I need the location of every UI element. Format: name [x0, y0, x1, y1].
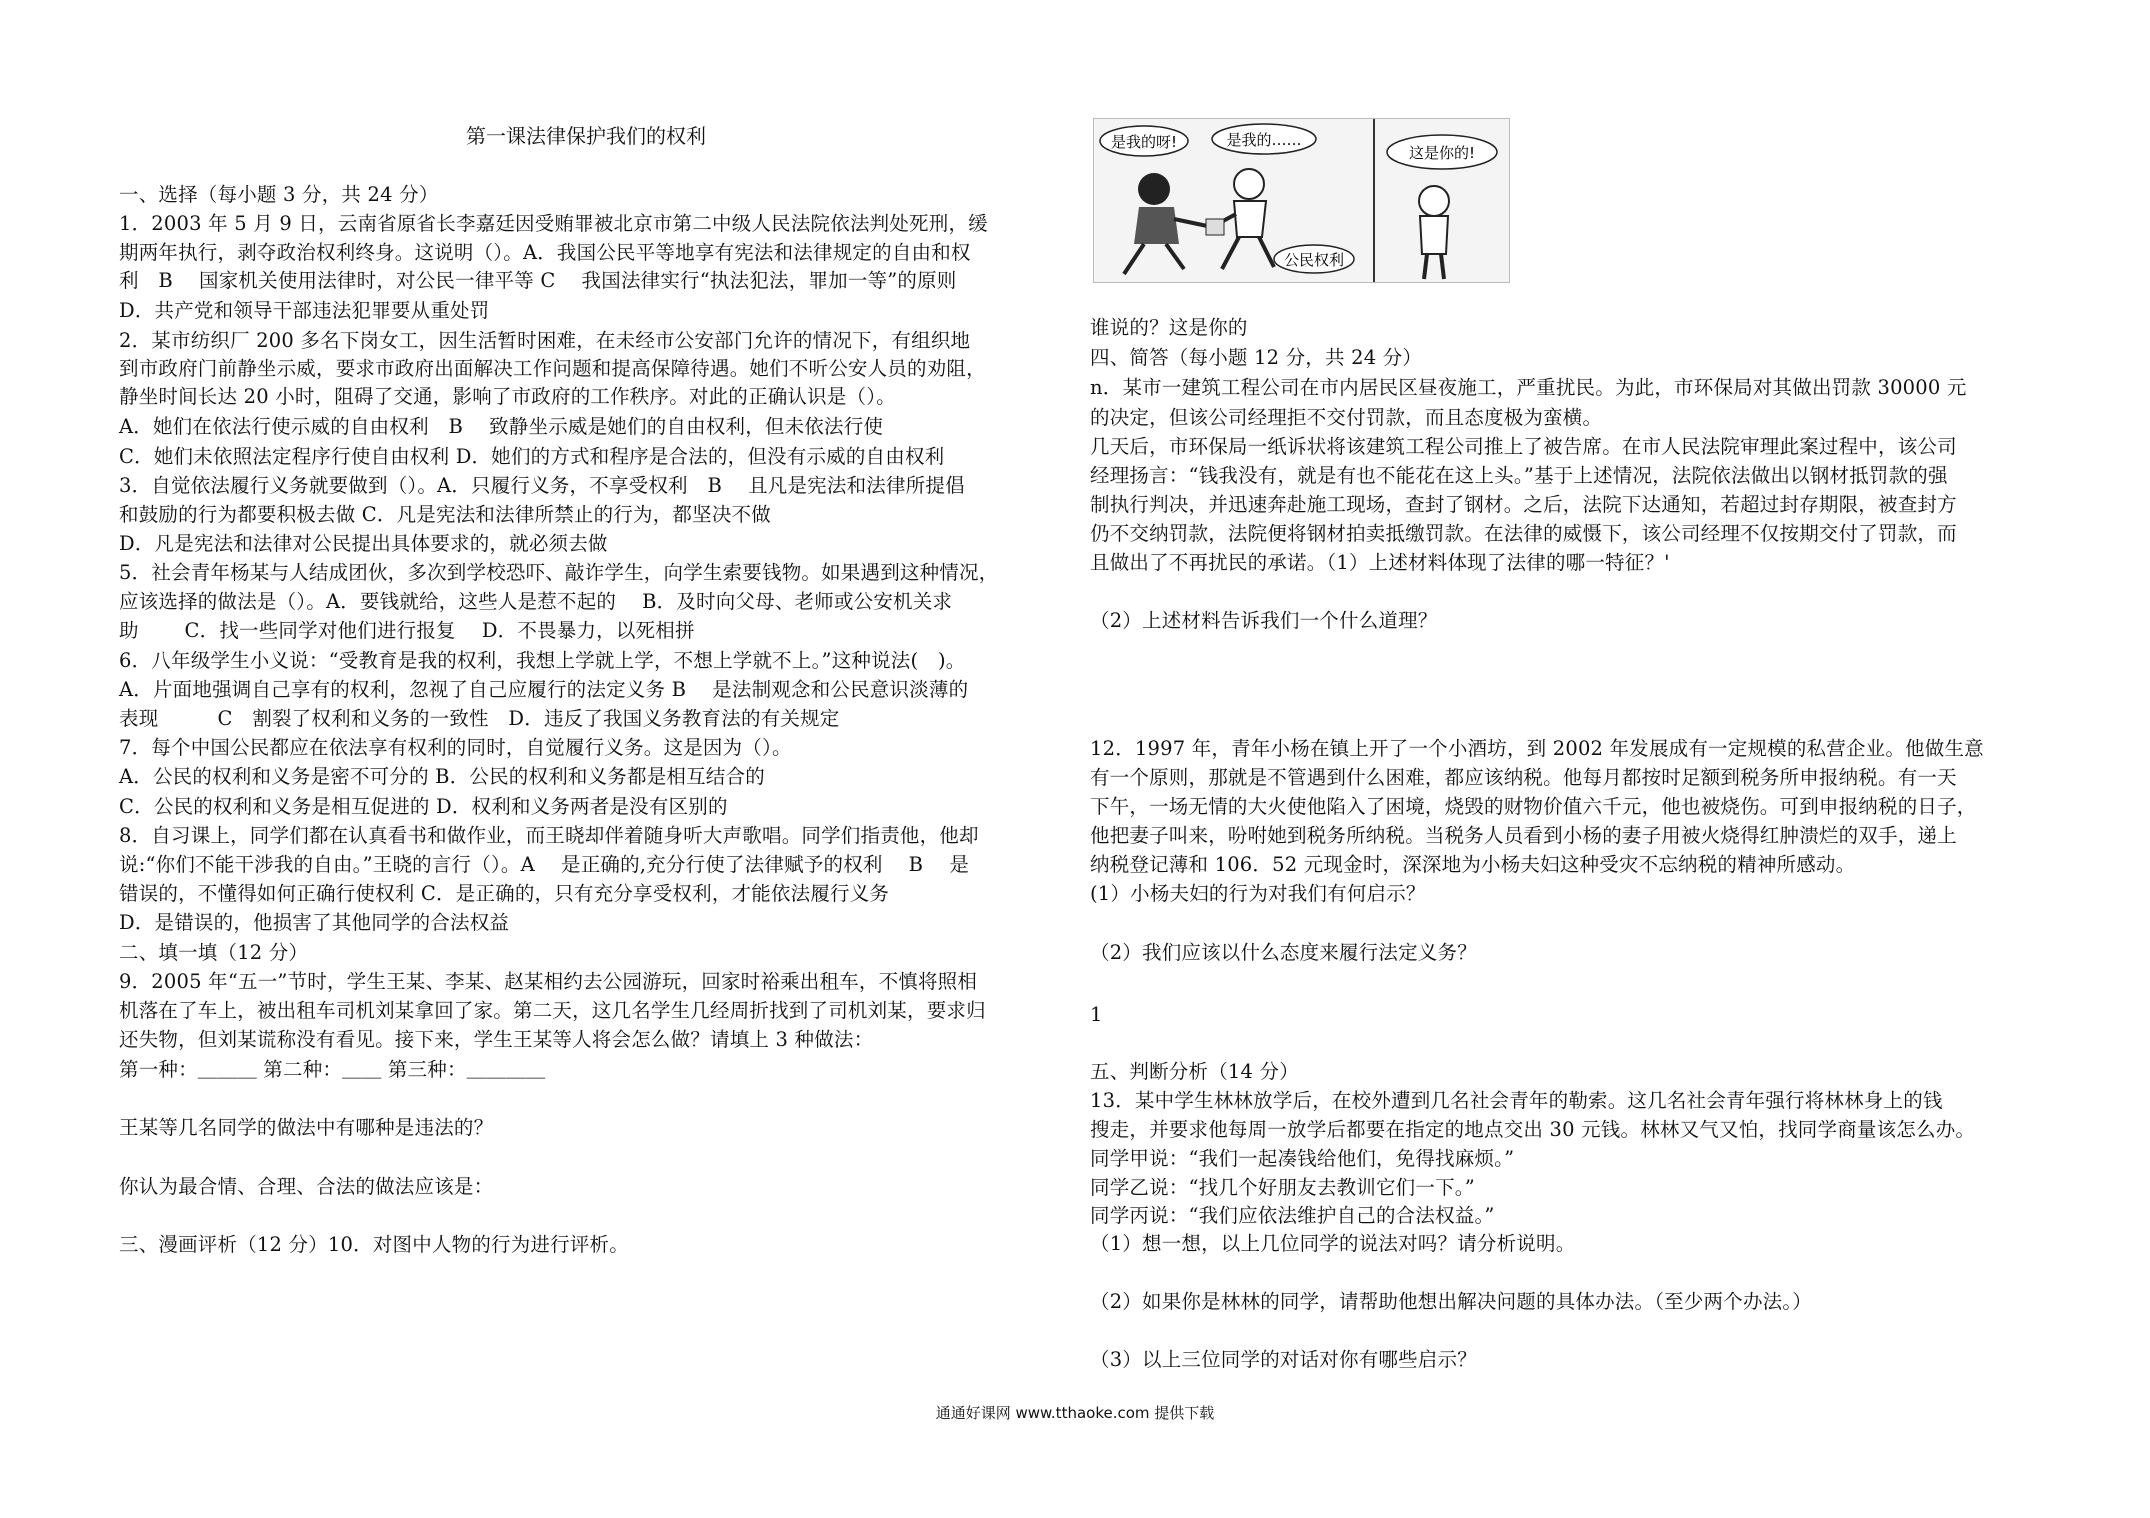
text-line: 错误的，不懂得如何正确行使权利 C．是正确的，只有充分享受权利，才能依法履行义务	[119, 882, 890, 905]
text-line: 助 C．找一些同学对他们进行报复 D．不畏暴力，以死相拼	[119, 619, 695, 642]
cartoon-drawing	[1094, 119, 1509, 282]
text-line: 利 B 国家机关使用法律时，对公民一律平等 C 我国法律实行“执法犯法，罪加一等”的原则	[119, 269, 957, 292]
page-number: 1	[1090, 1003, 1103, 1026]
text-line: 的决定，但该公司经理拒不交付罚款，而且态度极为蛮横。	[1090, 406, 1603, 429]
text-line: 说:“你们不能干涉我的自由。”王晓的言行（）。A 是正确的,充分行使了法律赋予的权利 B 是	[119, 853, 970, 876]
text-line: 同学丙说：“我们应依法维护自己的合法权益。”	[1090, 1204, 1495, 1227]
text-line: 经理扬言：“钱我没有，就是有也不能花在这上头。”基于上述情况，法院依法做出以钢材抵罚款的强	[1090, 464, 1948, 487]
text-line: 有一个原则，那就是不管遇到什么困难，都应该纳税。他每月都按时足额到税务所申报纳税。有一天	[1090, 766, 1957, 789]
fill-blank-line: 第一种：＿＿＿ 第二种：＿＿ 第三种：＿＿＿＿	[119, 1058, 546, 1081]
text-line: 机落在了车上，被出租车司机刘某拿回了家。第二天，这几名学生几经周折找到了司机刘某，要求归	[119, 999, 986, 1022]
text-line: 同学乙说：“找几个好朋友去教训它们一下。”	[1090, 1176, 1475, 1199]
text-line: (1）小杨夫妇的行为对我们有何启示？	[1090, 882, 1426, 905]
text-line: 5．社会青年杨某与人结成团伙，多次到学校恐吓、敲诈学生，向学生索要钱物。如果遇到这种情况，	[119, 561, 999, 584]
text-line: 1．2003 年 5 月 9 日，云南省原省长李嘉廷因受贿罪被北京市第二中级人民法院依法判处死刑，缓	[119, 212, 988, 235]
text-line: C．她们未依照法定程序行使自由权利 D．她们的方式和程序是合法的，但没有示威的自由权利	[119, 445, 945, 468]
text-line: 你认为最合情、合理、合法的做法应该是：	[119, 1175, 494, 1198]
bubble-left-text: 是我的呀!	[1110, 133, 1178, 151]
section-heading: 五、判断分析（14 分）	[1090, 1060, 1299, 1083]
text-line: 8．自习课上，同学们都在认真看书和做作业，而王晓却伴着随身听大声歌唱。同学们指责他，他却	[119, 824, 979, 847]
text-line: （2）上述材料告诉我们一个什么道理？	[1090, 609, 1438, 632]
text-line: 谁说的？这是你的	[1090, 316, 1248, 339]
text-line: 王某等几名同学的做法中有哪种是违法的？	[119, 1116, 494, 1139]
text-line: 制执行判决，并迅速奔赴施工现场，查封了钢材。之后，法院下达通知，若超过封存期限，被查封方	[1090, 493, 1957, 516]
text-line: 纳税登记薄和 106．52 元现金时，深深地为小杨夫妇这种受灾不忘纳税的精神所感动。	[1090, 853, 1856, 876]
text-line: （3）以上三位同学的对话对你有哪些启示？	[1090, 1348, 1477, 1371]
bubble-right-text: 这是你的!	[1408, 144, 1476, 162]
text-line: 2．某市纺织厂 200 多名下岗女工，因生活暂时困难，在未经市公安部门允许的情况下，有组织地	[119, 329, 971, 352]
text-line: 9．2005 年“五一”节时，学生王某、李某、赵某相约去公园游玩，回家时裕乘出租车，不慎将照相	[119, 970, 978, 993]
text-line: A．公民的权利和义务是密不可分的 B．公民的权利和义务都是相互结合的	[119, 765, 765, 788]
text-line: 6．八年级学生小义说：“受教育是我的权利，我想上学就上学，不想上学就不上。”这种说法( )。	[119, 649, 966, 672]
text-line: A．片面地强调自己享有的权利，忽视了自己应履行的法定义务 B 是法制观念和公民意识淡薄的	[119, 678, 969, 701]
text-line: 静坐时间长达 20 小时，阻碍了交通，影响了市政府的工作秩序。对此的正确认识是（）。	[119, 385, 896, 408]
text-line: n．某市一建筑工程公司在市内居民区昼夜施工，严重扰民。为此，市环保局对其做出罚款 30000 元	[1090, 376, 1967, 399]
page-title: 第一课法律保护我们的权利	[466, 124, 706, 148]
text-line: 12．1997 年，青年小杨在镇上开了一个小酒坊，到 2002 年发展成有一定规模的私营企业。他做生意	[1090, 737, 1984, 760]
text-line: 应该选择的做法是（）。A．要钱就给，这些人是惹不起的 B．及时向父母、老师或公安机关求	[119, 590, 953, 613]
text-line: （2）如果你是林林的同学，请帮助他想出解决问题的具体办法。（至少两个办法。）	[1090, 1290, 1813, 1313]
text-line: 7．每个中国公民都应在依法享有权利的同时，自觉履行义务。这是因为（）。	[119, 736, 792, 759]
text-line: 几天后，市环保局一纸诉状将该建筑工程公司推上了被告席。在市人民法院审理此案过程中，该公司	[1090, 435, 1957, 458]
bubble-mid-text: 是我的……	[1226, 131, 1302, 149]
text-line: 搜走，并要求他每周一放学后都要在指定的地点交出 30 元钱。林林又气又怕，找同学商量该怎么办。	[1090, 1118, 1976, 1141]
text-line: C．公民的权利和义务是相互促进的 D．权利和义务两者是没有区别的	[119, 795, 728, 818]
text-line: 仍不交纳罚款，法院便将钢材拍卖抵缴罚款。在法律的威慑下，该公司经理不仅按期交付了罚款，而	[1090, 522, 1957, 545]
text-line: 到市政府门前静坐示威，要求市政府出面解决工作问题和提高保障待遇。她们不听公安人员的劝阻，	[119, 357, 986, 380]
text-line: （2）我们应该以什么态度来履行法定义务？	[1090, 941, 1477, 964]
text-line: 且做出了不再扰民的承诺。（1）上述材料体现了法律的哪一特征？'	[1090, 551, 1670, 574]
text-line: 还失物，但刘某谎称没有看见。接下来，学生王某等人将会怎么做？请填上 3 种做法：	[119, 1028, 874, 1051]
text-line: 同学甲说：“我们一起凑钱给他们，免得找麻烦。”	[1090, 1147, 1515, 1170]
footer-credit: 通通好课网 www.tthaoke.com 提供下载	[935, 1404, 1215, 1422]
text-line: 和鼓励的行为都要积极去做 C．凡是宪法和法律所禁止的行为，都坚决不做	[119, 503, 771, 526]
section-heading: 四、简答（每小题 12 分，共 24 分）	[1090, 346, 1423, 369]
section-heading: 三、漫画评析（12 分）10．对图中人物的行为进行评析。	[119, 1233, 629, 1256]
text-line: （1）想一想，以上几位同学的说法对吗？请分析说明。	[1090, 1232, 1576, 1255]
text-line: D．共产党和领导干部违法犯罪要从重处罚	[119, 299, 490, 322]
cartoon-label-text: 公民权利	[1283, 251, 1345, 269]
text-line: 3．自觉依法履行义务就要做到（）。A．只履行义务，不享受权利 B 且凡是宪法和法律所提倡	[119, 474, 965, 497]
text-line: D．凡是宪法和法律对公民提出具体要求的，就必须去做	[119, 532, 608, 555]
section-heading: 一、选择（每小题 3 分，共 24 分）	[119, 183, 439, 206]
text-line: 他把妻子叫来，吩咐她到税务所纳税。当税务人员看到小杨的妻子用被火烧得红肿溃烂的双手，递上	[1090, 824, 1957, 847]
cartoon-image	[1093, 118, 1510, 283]
text-line: 13．某中学生林林放学后，在校外遭到几名社会青年的勒索。这几名社会青年强行将林林身上的钱	[1090, 1089, 1943, 1112]
text-line: D．是错误的，他损害了其他同学的合法权益	[119, 911, 510, 934]
section-heading: 二、填一填（12 分）	[119, 941, 309, 964]
text-line: 期两年执行，剥夺政治权利终身。这说明（）。A．我国公民平等地享有宪法和法律规定的自由和权	[119, 241, 971, 264]
text-line: A．她们在依法行使示威的自由权利 B 致静坐示威是她们的自由权利，但未依法行使	[119, 415, 884, 438]
text-line: 表现 C 割裂了权利和义务的一致性 D．违反了我国义务教育法的有关规定	[119, 707, 840, 730]
text-line: 下午，一场无情的大火使他陷入了困境，烧毁的财物价值六千元，他也被烧伤。可到申报纳税的日子，	[1090, 795, 1977, 818]
